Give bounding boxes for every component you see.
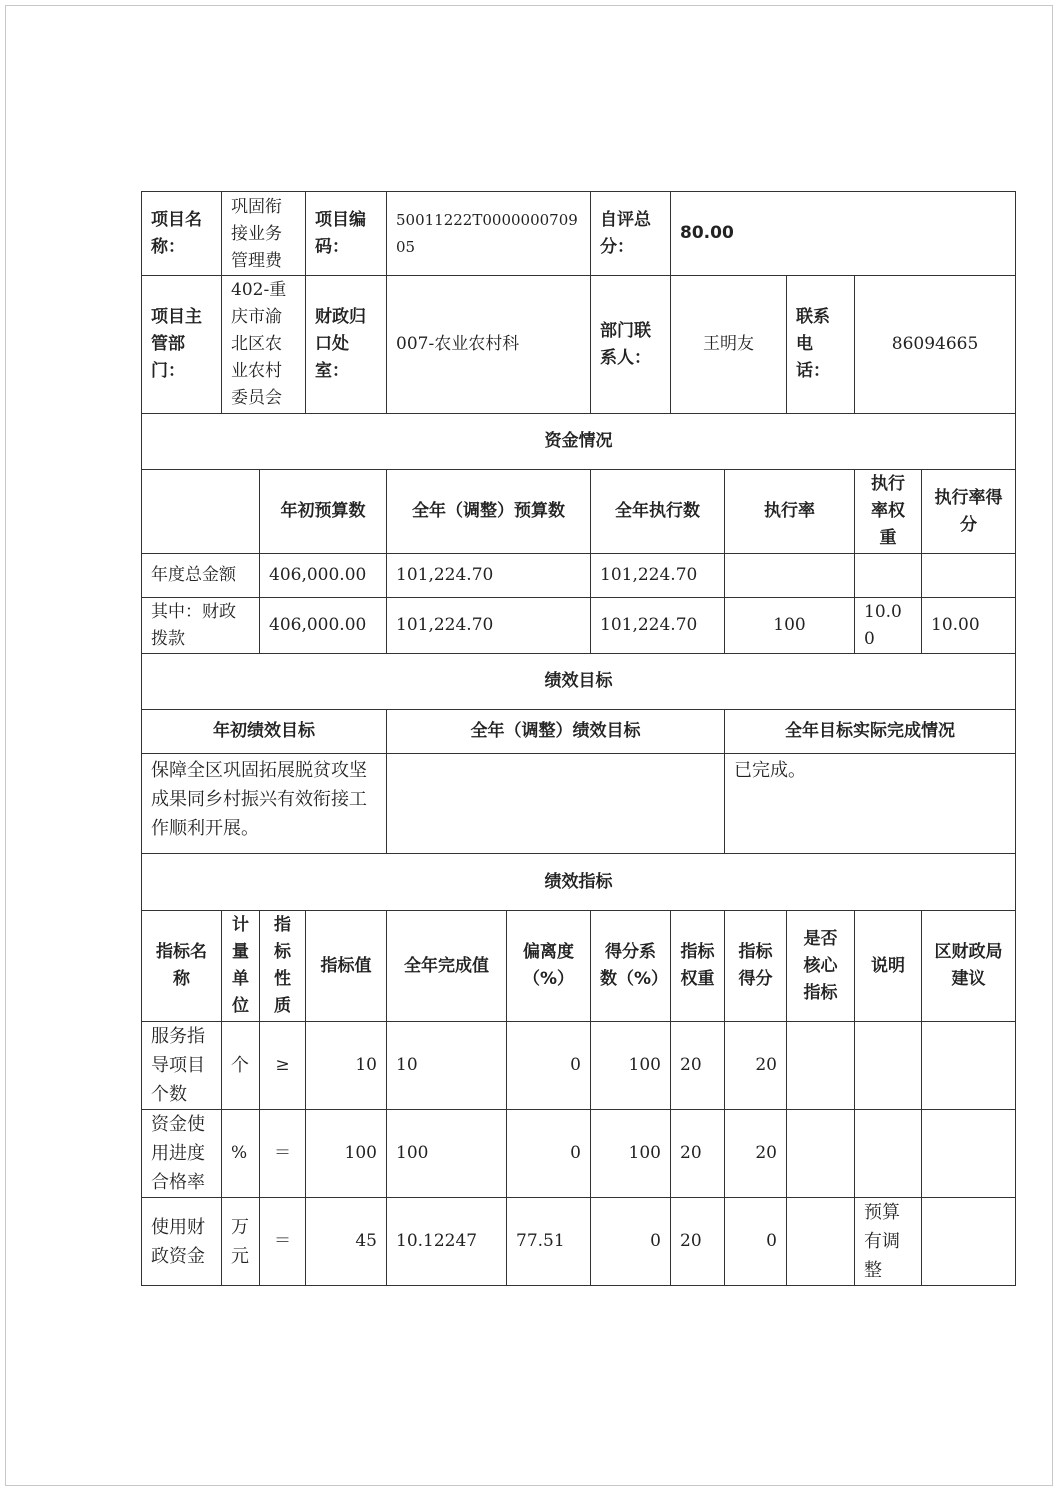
ind-header-name: 指标名称: [142, 911, 222, 1022]
funds-header-row: [142, 470, 1016, 554]
ind-header-unit: 计量单位: [222, 911, 260, 1022]
ind-coef: 0: [591, 1198, 671, 1286]
phone-label: 联系电话：: [787, 276, 855, 414]
goals-section-title: 绩效目标: [142, 654, 1016, 710]
funds-adjusted: 101,224.70: [387, 598, 591, 654]
funds-weight: [855, 554, 922, 598]
goals-header-initial: 年初绩效目标: [142, 710, 387, 754]
goals-initial-text: 保障全区巩固拓展脱贫攻坚成果同乡村振兴有效衔接工作顺利开展。: [142, 754, 387, 854]
ind-score: 20: [725, 1110, 787, 1198]
contact-label: 部门联系人：: [591, 276, 671, 414]
ind-weight: 20: [671, 1110, 725, 1198]
project-row-1: [142, 192, 1016, 276]
indicators-header-row: [142, 911, 1016, 1022]
funds-initial: 406,000.00: [260, 598, 387, 654]
ind-header-weight: 指标权重: [671, 911, 725, 1022]
ind-name: 服务指导项目个数: [142, 1022, 222, 1110]
ind-unit: 个: [222, 1022, 260, 1110]
ind-actual: 10: [387, 1022, 507, 1110]
ind-deviation: 77.51: [507, 1198, 591, 1286]
ind-core: [787, 1022, 855, 1110]
project-row-2: [142, 276, 1016, 414]
funds-initial: 406,000.00: [260, 554, 387, 598]
ind-unit: 万元: [222, 1198, 260, 1286]
goals-section-row: [142, 654, 1016, 710]
ind-target: 45: [306, 1198, 387, 1286]
indicators-section-row: [142, 854, 1016, 911]
ind-name: 资金使用进度合格率: [142, 1110, 222, 1198]
project-code-label: 项目编码：: [306, 192, 387, 276]
ind-actual: 100: [387, 1110, 507, 1198]
ind-weight: 20: [671, 1022, 725, 1110]
funds-row-label: 其中：财政拨款: [142, 598, 260, 654]
funds-header-weight: 执行率权重: [855, 470, 922, 554]
ind-header-score: 指标得分: [725, 911, 787, 1022]
funds-header-rate: 执行率: [725, 470, 855, 554]
ind-coef: 100: [591, 1110, 671, 1198]
ind-name: 使用财政资金: [142, 1198, 222, 1286]
funds-row-label: 年度总金额: [142, 554, 260, 598]
indicator-row: [142, 1110, 1016, 1198]
goals-content-row: [142, 754, 1016, 854]
ind-advice: [922, 1110, 1016, 1198]
ind-header-actual: 全年完成值: [387, 911, 507, 1022]
ind-nature: ＝: [260, 1110, 306, 1198]
indicator-row: [142, 1198, 1016, 1286]
ind-note: 预算有调整: [855, 1198, 922, 1286]
ind-actual: 10.12247: [387, 1198, 507, 1286]
office-value: 007-农业农村科: [387, 276, 591, 414]
ind-header-note: 说明: [855, 911, 922, 1022]
goals-actual-text: 已完成。: [725, 754, 1016, 854]
funds-row-total: [142, 554, 1016, 598]
goals-header-adjusted: 全年（调整）绩效目标: [387, 710, 725, 754]
goals-header-row: [142, 710, 1016, 754]
ind-header-advice: 区财政局建议: [922, 911, 1016, 1022]
ind-core: [787, 1198, 855, 1286]
funds-rate: 100: [725, 598, 855, 654]
project-name-value: 巩固衔接业务管理费: [222, 192, 306, 276]
ind-weight: 20: [671, 1198, 725, 1286]
self-score-label: 自评总分：: [591, 192, 671, 276]
funds-header-initial: 年初预算数: [260, 470, 387, 554]
ind-target: 100: [306, 1110, 387, 1198]
self-score-value: 80.00: [671, 192, 1016, 276]
performance-evaluation-table: [141, 191, 1016, 1286]
ind-nature: ＝: [260, 1198, 306, 1286]
project-name-label: 项目名称：: [142, 192, 222, 276]
ind-header-target: 指标值: [306, 911, 387, 1022]
funds-executed: 101,224.70: [591, 554, 725, 598]
ind-header-deviation: 偏离度（%）: [507, 911, 591, 1022]
indicators-section-title: 绩效指标: [142, 854, 1016, 911]
ind-coef: 100: [591, 1022, 671, 1110]
ind-header-coef: 得分系数（%）: [591, 911, 671, 1022]
indicator-row: [142, 1022, 1016, 1110]
funds-header-score: 执行率得分: [922, 470, 1016, 554]
funds-header-adjusted: 全年（调整）预算数: [387, 470, 591, 554]
funds-rate: [725, 554, 855, 598]
funds-section-row: [142, 414, 1016, 470]
ind-deviation: 0: [507, 1110, 591, 1198]
ind-deviation: 0: [507, 1022, 591, 1110]
goals-adjusted-text: [387, 754, 725, 854]
dept-value: 402-重庆市渝北区农业农村委员会: [222, 276, 306, 414]
office-label: 财政归口处室：: [306, 276, 387, 414]
ind-note: [855, 1022, 922, 1110]
funds-executed: 101,224.70: [591, 598, 725, 654]
ind-unit: %: [222, 1110, 260, 1198]
funds-header-blank: [142, 470, 260, 554]
funds-score: 10.00: [922, 598, 1016, 654]
ind-score: 0: [725, 1198, 787, 1286]
contact-value: 王明友: [671, 276, 787, 414]
ind-score: 20: [725, 1022, 787, 1110]
goals-header-actual: 全年目标实际完成情况: [725, 710, 1016, 754]
funds-section-title: 资金情况: [142, 414, 1016, 470]
ind-target: 10: [306, 1022, 387, 1110]
ind-header-nature: 指标性质: [260, 911, 306, 1022]
ind-advice: [922, 1198, 1016, 1286]
funds-score: [922, 554, 1016, 598]
ind-header-core: 是否核心指标: [787, 911, 855, 1022]
ind-note: [855, 1110, 922, 1198]
funds-header-executed: 全年执行数: [591, 470, 725, 554]
funds-adjusted: 101,224.70: [387, 554, 591, 598]
funds-row-fiscal: [142, 598, 1016, 654]
ind-core: [787, 1110, 855, 1198]
project-code-value: 50011222T000000070905: [387, 192, 591, 276]
dept-label: 项目主管部门：: [142, 276, 222, 414]
funds-weight: 10.00: [855, 598, 922, 654]
phone-value: 86094665: [855, 276, 1016, 414]
ind-advice: [922, 1022, 1016, 1110]
ind-nature: ≥: [260, 1022, 306, 1110]
